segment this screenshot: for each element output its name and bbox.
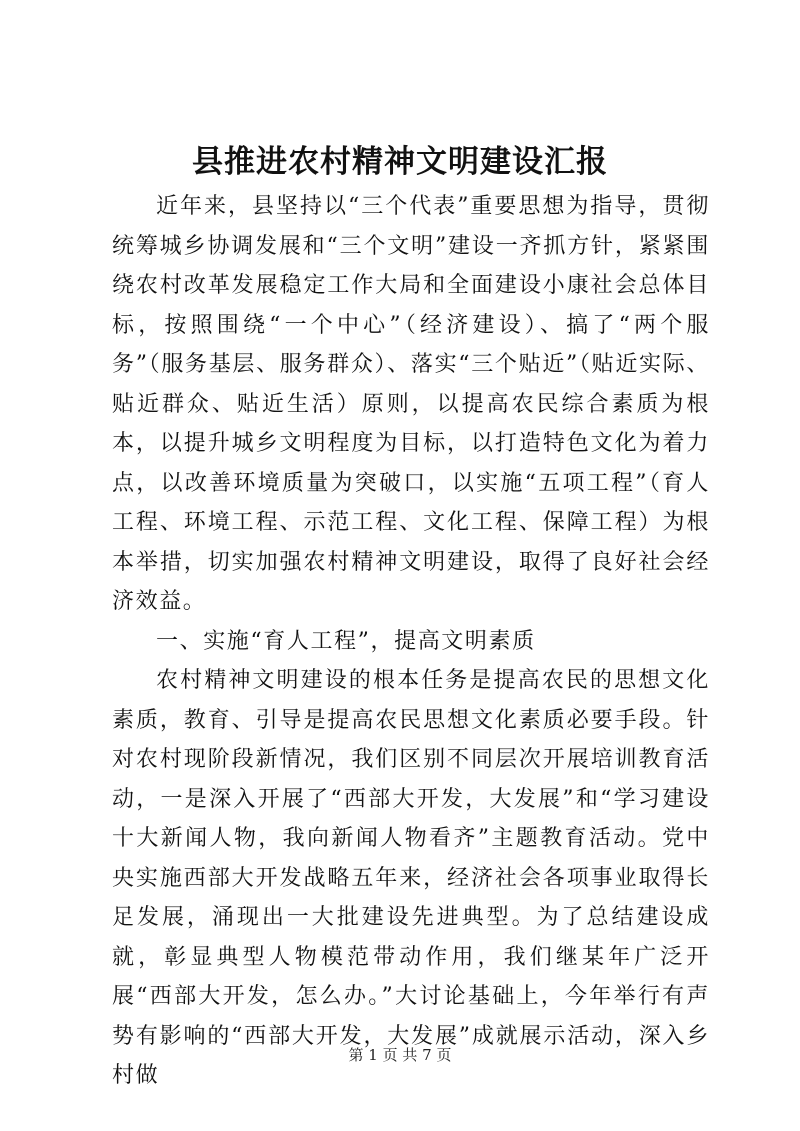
page-footer: 第 1 页 共 7 页 [348,1046,452,1064]
intro-paragraph: 近年来，县坚持以“三个代表”重要思想为指导，贯彻统筹城乡协调发展和“三个文明”建设一齐抓方针，紧紧围绕农村改革发展稳定工作大局和全面建设小康社会总体目标，按照围绕“一个中心”（经济建设）、搞了“两个服务”（服务基层、服务群众）、落实“三个贴近”（贴近实际、贴近群众、贴近生活）原则，以提高农民综合素质为根本，以提升城乡文明程度为目标，以打造特色文化为着力点，以改善环境质量为突破口，以实施“五项工程”（育人工程、环境工程、示范工程、文化工程、保障工程）为根本举措，切实加强农村精神文明建设，取得了良好社会经济效益。 [112,194,710,614]
page-title: 县推进农村精神文明建设汇报 [192,144,608,180]
section-paragraph: 农村精神文明建设的根本任务是提高农民的思想文化素质，教育、引导是提高农民思想文化素质必要手段。针对农村现阶段新情况，我们区别不同层次开展培训教育活动，一是深入开展了“西部大开发，大发展”和“学习建设十大新闻人物，我向新闻人物看齐”主题教育活动。党中央实施西部大开发战略五年来，经济社会各项事业取得长足发展，涌现出一大批建设先进典型。为了总结建设成就，彰显典型人物模范带动作用，我们继某年广泛开展“西部大开发，怎么办。”大讨论基础上，今年举行有声势有影响的“西部大开发，大发展”成就展示活动，深入乡村做 [112,668,710,1088]
section-heading: 一、实施“育人工程”，提高文明素质 [156,628,536,654]
document-body [112,187,710,1096]
